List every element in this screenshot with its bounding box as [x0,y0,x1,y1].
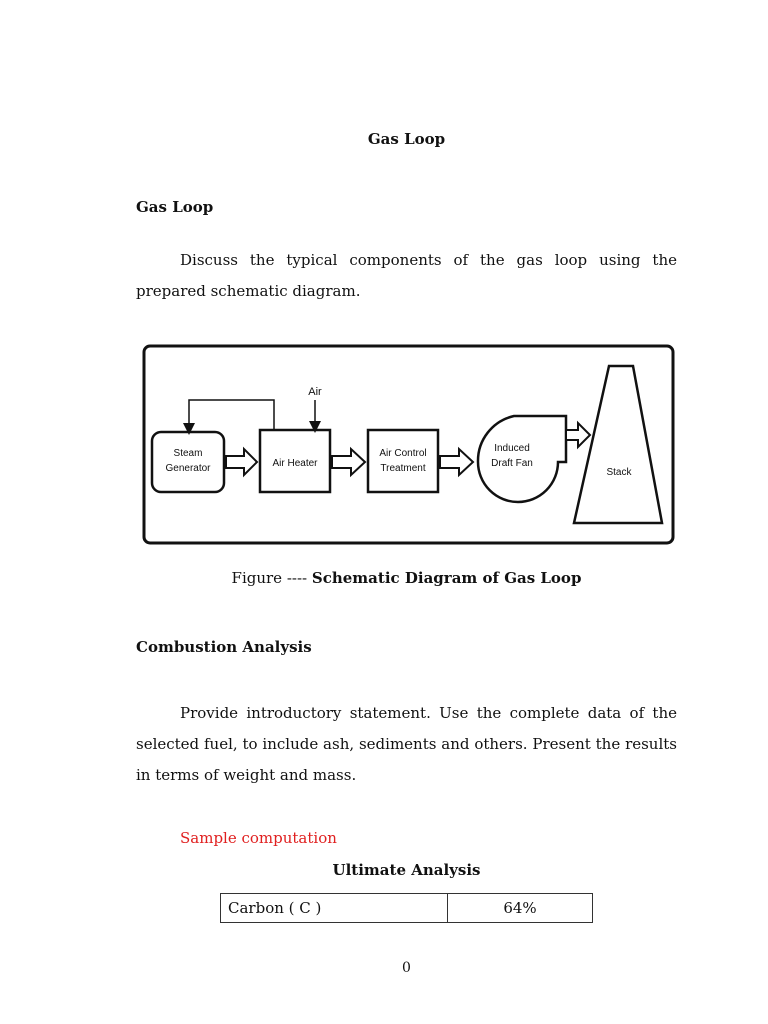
hollow-arrow-3 [440,449,473,475]
gas-loop-paragraph-text: Discuss the typical components of the gas loop using the prepared schematic diagram. [136,251,677,300]
hollow-arrow-4 [566,423,590,447]
air-label: Air [308,386,322,398]
gas-loop-schematic [142,344,675,547]
ultimate-analysis-table [220,893,593,923]
ultimate-analysis-title: Ultimate Analysis [332,861,481,879]
figure-caption [0,569,768,587]
gas-loop-heading: Gas Loop [136,198,214,216]
air-control-label-1: Air Control [379,448,427,459]
steam-generator-box [152,432,224,492]
air-control-label-2: Treatment [380,463,426,474]
gas-loop-paragraph [136,245,677,307]
figure-caption-title: Schematic Diagram of Gas Loop [311,569,582,587]
hollow-arrow-2 [332,449,365,475]
steam-generator-label-2: Generator [165,463,211,474]
induced-draft-fan-label-2: Draft Fan [491,458,533,469]
page-title: Gas Loop [367,130,446,148]
combustion-paragraph [136,698,677,791]
table-cell-label: Carbon ( C ) [221,894,448,923]
table-cell-value: 64% [448,894,593,923]
steam-generator-label-1: Steam [173,448,203,459]
stack-label: Stack [606,467,632,478]
feedback-line [189,400,274,429]
stack-shape [574,366,662,523]
page-number: 0 [402,960,411,976]
figure-caption-prefix: Figure ---- [231,569,308,587]
induced-draft-fan-label-1: Induced [494,443,530,454]
air-control-box [368,430,438,492]
air-heater-label: Air Heater [272,458,318,469]
sample-computation-label: Sample computation [180,829,337,847]
combustion-paragraph-text: Provide introductory statement. Use the complete data of the selected fuel, to include ash, sediments and others. Present the results in terms of weight and mass. [136,704,677,784]
hollow-arrow-1 [226,449,257,475]
table-row [221,894,593,923]
combustion-analysis-heading: Combustion Analysis [136,638,312,656]
